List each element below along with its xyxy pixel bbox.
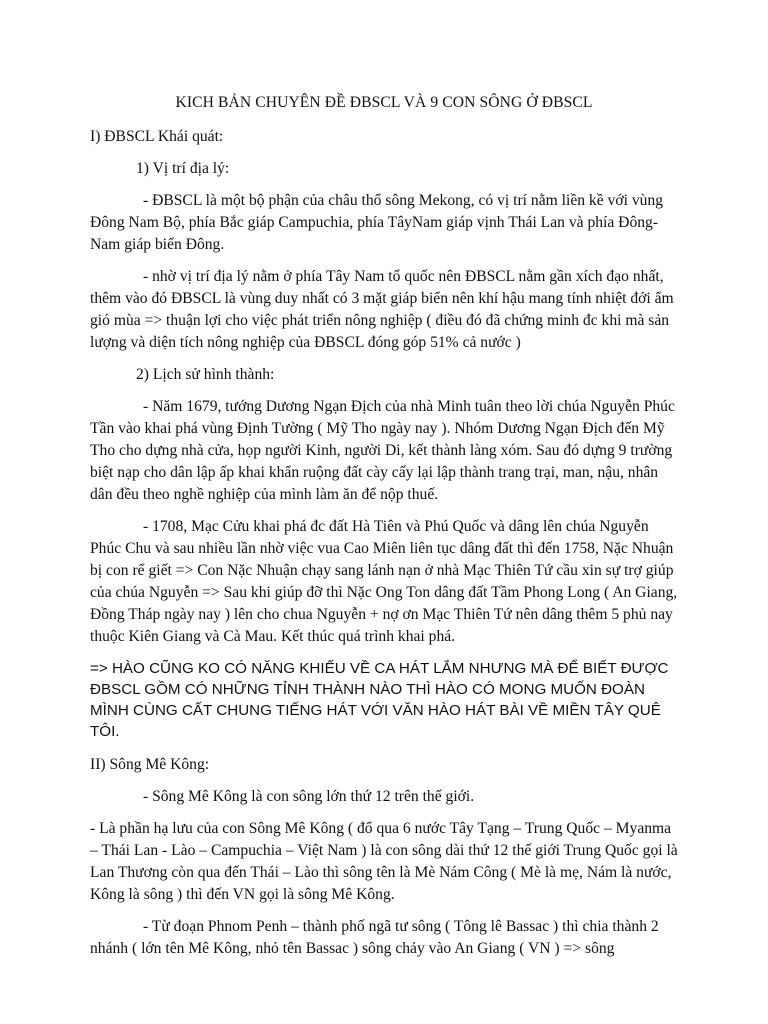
paragraph-mekong-1: - Sông Mê Kông là con sông lớn thứ 12 trên thế giới. <box>143 788 475 805</box>
subsection-heading-history: 2) Lịch sử hình thành: <box>136 366 275 383</box>
section-heading-mekong: II) Sông Mê Kông: <box>90 756 210 773</box>
paragraph-mekong-2: - Là phần hạ lưu của con Sông Mê Kông ( đổ qua 6 nước Tây Tạng – Trung Quốc – Myanma – Thái Lan - Lào – Campuchia – Việt Nam ) là con sông dài thứ 12 thế giới Trung Quốc gọi là Lan Thương còn qua đến Thái – Lào thì sông tên là Mè Nám Công ( Mè là mẹ, Nám là nước, Kông là sông ) thì đến VN gọi là sông Mê Kông. <box>90 820 678 903</box>
section-heading-overview: I) ĐBSCL Khái quát: <box>90 128 224 145</box>
document-title: KICH BẢN CHUYÊN ĐỀ ĐBSCL VÀ 9 CON SÔNG Ở ĐBSCL <box>175 94 593 111</box>
paragraph-location-2: - nhờ vị trí địa lý nằm ở phía Tây Nam tổ quốc nên ĐBSCL nằm gần xích đạo nhất, thêm vào đó ĐBSCL là vùng duy nhất có 3 mặt giáp biển nên khí hậu mang tính nhiệt đới ẩm gió mùa => thuận lợi cho việc phát triển nông nghiệp ( điều đó đã chứng minh đc khi mà sản lượng và diện tích nông nghiệp của ĐBSCL đóng góp 51% cả nước ) <box>90 268 674 351</box>
paragraph-history-2: - 1708, Mạc Cửu khai phá đc đất Hà Tiên và Phú Quốc và dâng lên chúa Nguyễn Phúc Chu và sau nhiều lần nhờ việc vua Cao Miên liên tục dâng đất thì đến 1758, Nặc Nhuận bị con rể giết => Con Nặc Nhuận chạy sang lánh nạn ở nhà Mạc Thiên Tứ cầu xin sự trợ giúp của chúa Nguyễn => Sau khi giúp đỡ thì Nặc Ong Ton dâng đất Tầm Phong Long ( An Giang, Đồng Tháp ngày nay ) lên cho chua Nguyễn + nợ ơn Mạc Thiên Tứ nên dâng thêm 5 phủ nay thuộc Kiên Giang và Cà Mau. Kết thúc quá trình khai phá. <box>90 518 678 645</box>
paragraph-caps-note: => HÀO CŨNG KO CÓ NĂNG KHIẾU VỀ CA HÁT LẮM NHƯNG MÀ ĐỂ BIẾT ĐƯỢC ĐBSCL GỒM CÓ NHỮNG TỈNH THÀNH NÀO THÌ HÀO CÓ MONG MUỐN ĐOÀN MÌNH CÙNG CẤT CHUNG TIẾNG HÁT VỚI VĂN HÀO HÁT BÀI VỀ MIỀN TÂY QUÊ TÔI. <box>90 660 669 740</box>
paragraph-location-1: - ĐBSCL là một bộ phận của châu thổ sông Mekong, có vị trí nằm liền kề với vùng Đông Nam Bộ, phía Bắc giáp Campuchia, phía TâyNam giáp vịnh Thái Lan và phía Đông-Nam giáp biển Đông. <box>90 192 664 253</box>
subsection-heading-location: 1) Vị trí địa lý: <box>136 160 230 177</box>
paragraph-history-1: - Năm 1679, tướng Dương Ngạn Địch của nhà Minh tuân theo lời chúa Nguyễn Phúc Tần vào khai phá vùng Định Tường ( Mỹ Tho ngày nay ). Nhóm Dương Ngạn Địch đến Mỹ Tho cho dựng nhà cửa, họp người Kinh, người Di, kết thành làng xóm. Sau đó dựng 9 trường biệt nạp cho dân lập ấp khai khẩn ruộng đất cày cấy lại lập thành trang trại, man, nậu, nhân dân đều theo nghề nghiệp của mình làm ăn để nộp thuế. <box>90 398 675 503</box>
paragraph-mekong-3: - Từ đoạn Phnom Penh – thành phố ngã tư sông ( Tông lê Bassac ) thì chia thành 2 nhánh ( lớn tên Mê Kông, nhỏ tên Bassac ) sông chảy vào An Giang ( VN ) => sông <box>90 918 659 957</box>
